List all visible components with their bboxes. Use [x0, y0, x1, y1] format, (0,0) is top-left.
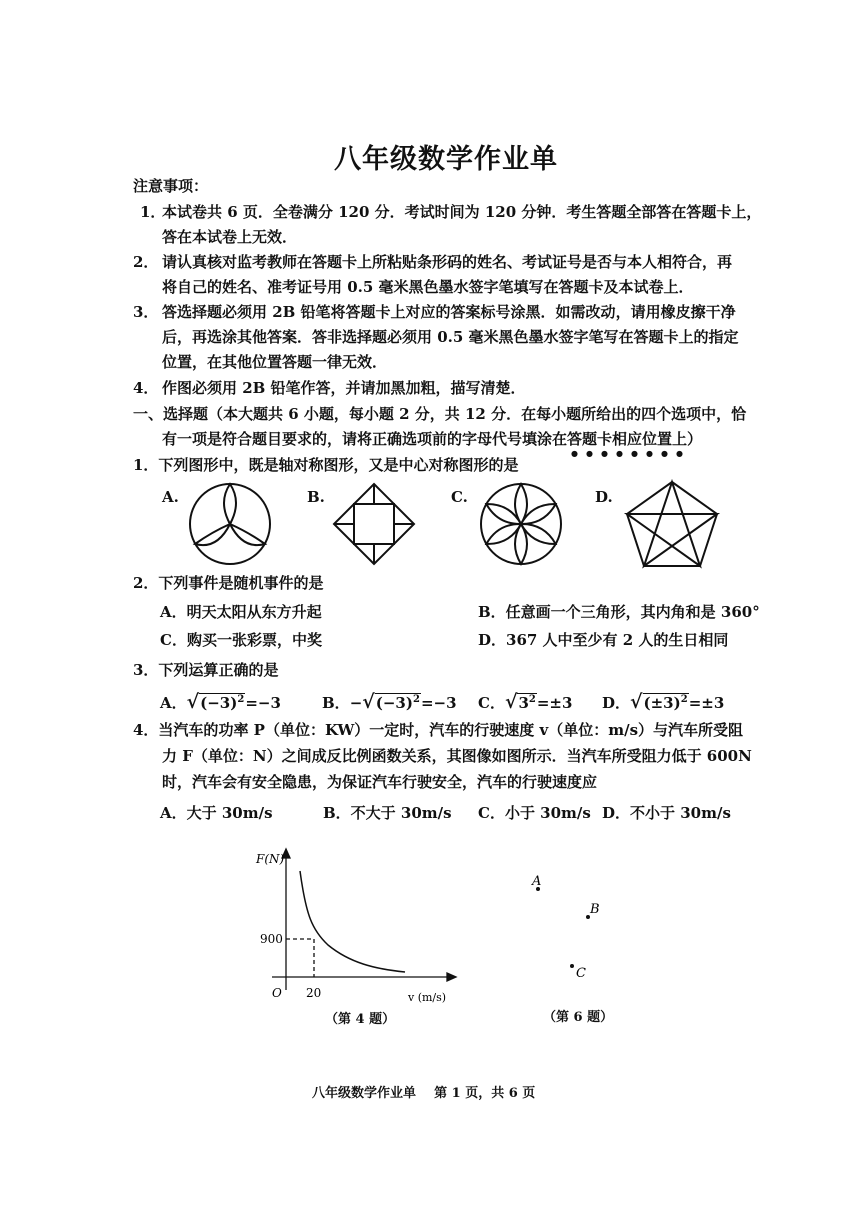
section1-emphasis: 答题卡相应位置上 [567, 430, 688, 448]
notice-3-num: 3． [133, 303, 159, 321]
q4-graph-y-tick: 900 [260, 932, 283, 946]
q4-option-d: D．不小于 30m/s [602, 804, 731, 822]
notice-3-line3: 位置，在其他位置答题一律无效． [162, 353, 388, 371]
q3-option-d: D．$√(\pm 3)^2=\pm 3$ [602, 691, 725, 713]
q4-option-b: B．不大于 30m/s [323, 804, 452, 822]
section1-line1: 一、选择题（本大题共 6 小题，每小题 2 分，共 12 分．在每小题所给出的四个选项中，恰 [133, 405, 747, 423]
q1-label-c: C. [451, 488, 468, 506]
q1-figure-c [477, 480, 565, 568]
notice-2-line2: 将自己的姓名、准考证号用 0.5 毫米黑色墨水签字笔填写在答题卡及本试卷上． [162, 278, 694, 296]
notice-4-num: 4． [133, 379, 159, 397]
q4-caption: （第 4 题） [325, 1012, 396, 1027]
notice-4-line1: 作图必须用 2B 铅笔作答，并请加黑加粗，描写清楚． [162, 379, 526, 397]
q6-point-c [570, 964, 574, 968]
q2-option-d: D．367 人中至少有 2 人的生日相同 [478, 631, 729, 649]
q3-stem: 3．下列运算正确的是 [133, 661, 279, 679]
q1-figure-a [186, 480, 274, 568]
q4-graph-x-label: v (m/s) [408, 991, 447, 1004]
q2-option-c: C．购买一张彩票，中奖 [160, 631, 322, 649]
q1-figure-b [330, 480, 418, 568]
q4-line1: 4．当汽车的功率 P（单位：KW）一定时，汽车的行驶速度 v（单位：m/s）与汽车所受阻 [133, 721, 744, 739]
page-footer: 八年级数学作业单 第 1 页，共 6 页 [312, 1086, 536, 1101]
section1-line2: 有一项是符合题目要求的，请将正确选项前的字母代号填涂在答题卡相应位置上） [162, 430, 703, 448]
q6-caption: （第 6 题） [543, 1010, 614, 1025]
q1-label-d: D. [595, 488, 613, 506]
q4-option-a: A．大于 30m/s [160, 804, 273, 822]
q1-label-a: A. [162, 488, 179, 506]
q1-label-b: B. [307, 488, 325, 506]
q2-option-b: B．任意画一个三角形，其内角和是 360° [478, 603, 760, 621]
q6-figure [520, 865, 620, 995]
q3-option-c: C．$√3^2=\pm 3$ [478, 691, 573, 713]
notice-3-line2: 后，再选涂其他答案．答非选择题必须用 0.5 毫米黑色墨水签字笔写在答题卡上的指定 [162, 328, 739, 346]
q4-option-c: C．小于 30m/s [478, 804, 591, 822]
q2-stem: 2．下列事件是随机事件的是 [133, 574, 324, 592]
q4-line3: 时，汽车会有安全隐患，为保证汽车行驶安全，汽车的行驶速度应 [162, 773, 598, 791]
q4-line2: 力 F（单位：N）之间成反比例函数关系，其图像如图所示．当汽车所受阻力低于 600N [162, 747, 752, 765]
q4-graph-y-label: F(N) [256, 852, 285, 866]
q6-label-a: A [532, 874, 542, 889]
q3-option-a: A．$√(-3)^2=-3$ [160, 691, 281, 713]
q6-label-c: C [576, 966, 586, 981]
notice-3-line1: 答选择题必须用 2B 铅笔将答题卡上对应的答案标号涂黑．如需改动，请用橡皮擦干净 [162, 303, 736, 321]
page-title: 八年级数学作业单 [334, 144, 558, 175]
notice-2-line1: 请认真核对监考教师在答题卡上所粘贴条形码的姓名、考试证号是否与本人相符合，再 [162, 253, 733, 271]
notice-1-num: 1． [140, 203, 166, 221]
q1-figure-d [622, 478, 722, 570]
q4-graph-origin: O [272, 986, 282, 1000]
q4-graph [250, 845, 460, 1005]
q3-option-b: B．$-√(-3)^2=-3$ [322, 691, 457, 713]
notice-1-line1: 本试卷共 6 页．全卷满分 120 分．考试时间为 120 分钟．考生答题全部答在答题卡上， [162, 203, 762, 221]
q2-option-a: A．明天太阳从东方升起 [160, 603, 322, 621]
q4-graph-x-tick: 20 [306, 986, 322, 1000]
q1-stem: 1．下列图形中，既是轴对称图形，又是中心对称图形的是 [133, 456, 519, 474]
notice-heading: 注意事项： [133, 177, 209, 195]
q6-label-b: B [590, 902, 600, 917]
notice-1-line2: 答在本试卷上无效． [162, 228, 298, 246]
notice-2-num: 2． [133, 253, 159, 271]
